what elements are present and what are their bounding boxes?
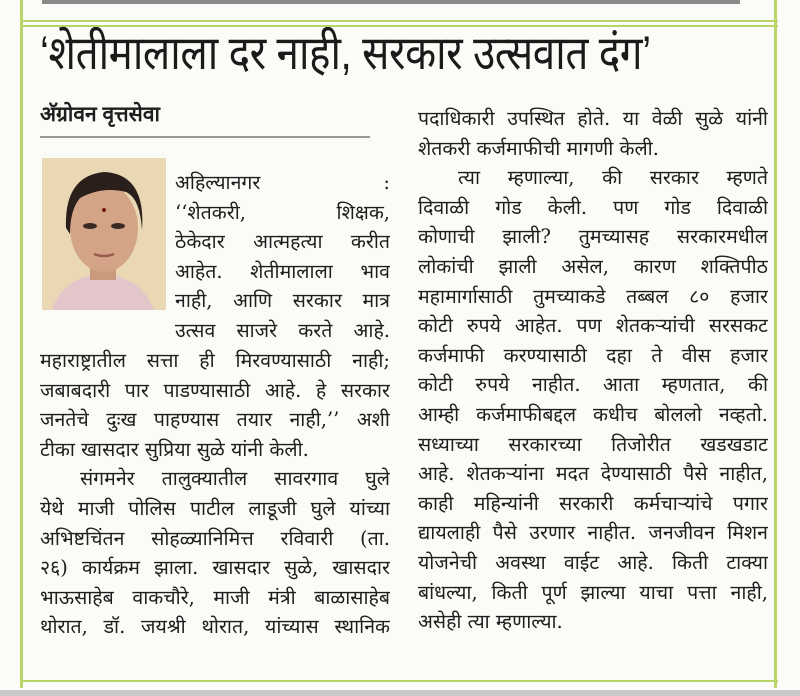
text-line: सध्याच्या सरकारच्या तिजोरीत खडखडाट: [418, 432, 768, 456]
byline: अ‍ॅग्रोवन वृत्तसेवा: [40, 103, 160, 126]
text-line: येथे माजी पोलिस पाटील लाडूजी घुले यांच्या: [40, 496, 390, 520]
text-line: नाही, आणि सरकार मात्र: [175, 289, 390, 313]
text-line: लोकांची झाली असेल, कारण शक्तिपीठ: [418, 254, 768, 278]
text-line: महाराष्ट्रातील सत्ता ही मिरवण्यासाठी नाही;: [40, 349, 390, 372]
headline: ‘शेतीमालाला दर नाही, सरकार उत्सवात दंग’: [40, 26, 651, 79]
text-line: द्यायलाही पैसे उरणार नाहीत. जनजीवन मिशन: [418, 521, 768, 545]
text-line: ठेकेदार आत्महत्या करीत: [175, 230, 390, 254]
text-line: उत्सव साजरे करते आहे.: [175, 318, 390, 342]
text-line: २६) कार्यक्रम झाला. खासदार सुळे, खासदार: [40, 556, 390, 580]
text-line: असेही त्या म्हणाल्या.: [418, 610, 563, 634]
text-line: कोणाची झाली? तुमच्यासह सरकारमधील: [418, 225, 768, 249]
text-line: शेतकरी कर्जमाफीची मागणी केली.: [418, 136, 659, 160]
left-border: [20, 0, 23, 688]
bottom-bar: [0, 690, 800, 696]
text-line: संगमनेर तालुक्यातील सावरगाव घुले: [80, 467, 390, 491]
text-line: अभिष्टचिंतन सोहळ्यानिमित्त रविवारी (ता.: [40, 526, 390, 550]
text-line: जबाबदारी पार पाडण्यासाठी आहे. हे सरकार: [40, 378, 390, 402]
text-line: अहिल्यानगर :: [175, 171, 390, 194]
portrait-photo-icon: [42, 158, 166, 310]
text-line: जनतेचे दुःख पाहण्यास तयार नाही,’’ अशी: [40, 408, 390, 432]
text-line: ‘‘शेतकरी, शिक्षक,: [175, 200, 390, 224]
text-line: आहे. शेतकऱ्यांना मदत देण्यासाठी पैसे नाहीत,: [418, 462, 768, 486]
left-column-wrap-text: [175, 168, 390, 346]
right-column-text: [418, 104, 768, 637]
text-line: पदाधिकारी उपस्थित होते. या वेळी सुळे यांनी: [418, 107, 768, 130]
byline-rule: [40, 136, 370, 138]
text-line: आहेत. शेतीमालाला भाव: [175, 259, 390, 283]
right-border: [774, 0, 777, 688]
text-line: काही महिन्यांनी सरकारी कर्मचाऱ्यांचे पगार: [418, 491, 768, 515]
top-rule: [42, 0, 740, 4]
text-line: त्या म्हणाल्या, की सरकार म्हणते: [458, 166, 768, 190]
text-line: आम्ही कर्जमाफीबद्दल कधीच बोललो नव्हतो.: [418, 402, 768, 426]
text-line: महामार्गासाठी तुमच्याकडे तब्बल ८० हजार: [418, 284, 768, 308]
text-line: दिवाळी गोड केली. पण गोड दिवाळी: [418, 195, 768, 219]
text-line: थोरात, डॉ. जयश्री थोरात, यांच्यास स्थानिक: [40, 615, 390, 639]
text-line: कर्जमाफी करण्यासाठी दहा ते वीस हजार: [418, 343, 768, 367]
text-line: कोटी रुपये आहेत. पण शेतकऱ्यांची सरसकट: [418, 314, 768, 338]
text-line: भाऊसाहेब वाकचौरे, माजी मंत्री बाळासाहेब: [40, 585, 390, 609]
text-line: कोटी रुपये नाहीत. आता म्हणतात, की: [418, 373, 768, 397]
text-line: योजनेची अवस्था वाईट आहे. किती टाक्या: [418, 550, 768, 574]
text-line: टीका खासदार सुप्रिया सुळे यांनी केली.: [40, 437, 309, 461]
text-line: बांधल्या, किती पूर्ण झाल्या याचा पत्ता नाही,: [418, 580, 768, 604]
left-column-text: [40, 346, 390, 642]
footer-border: [20, 680, 778, 682]
